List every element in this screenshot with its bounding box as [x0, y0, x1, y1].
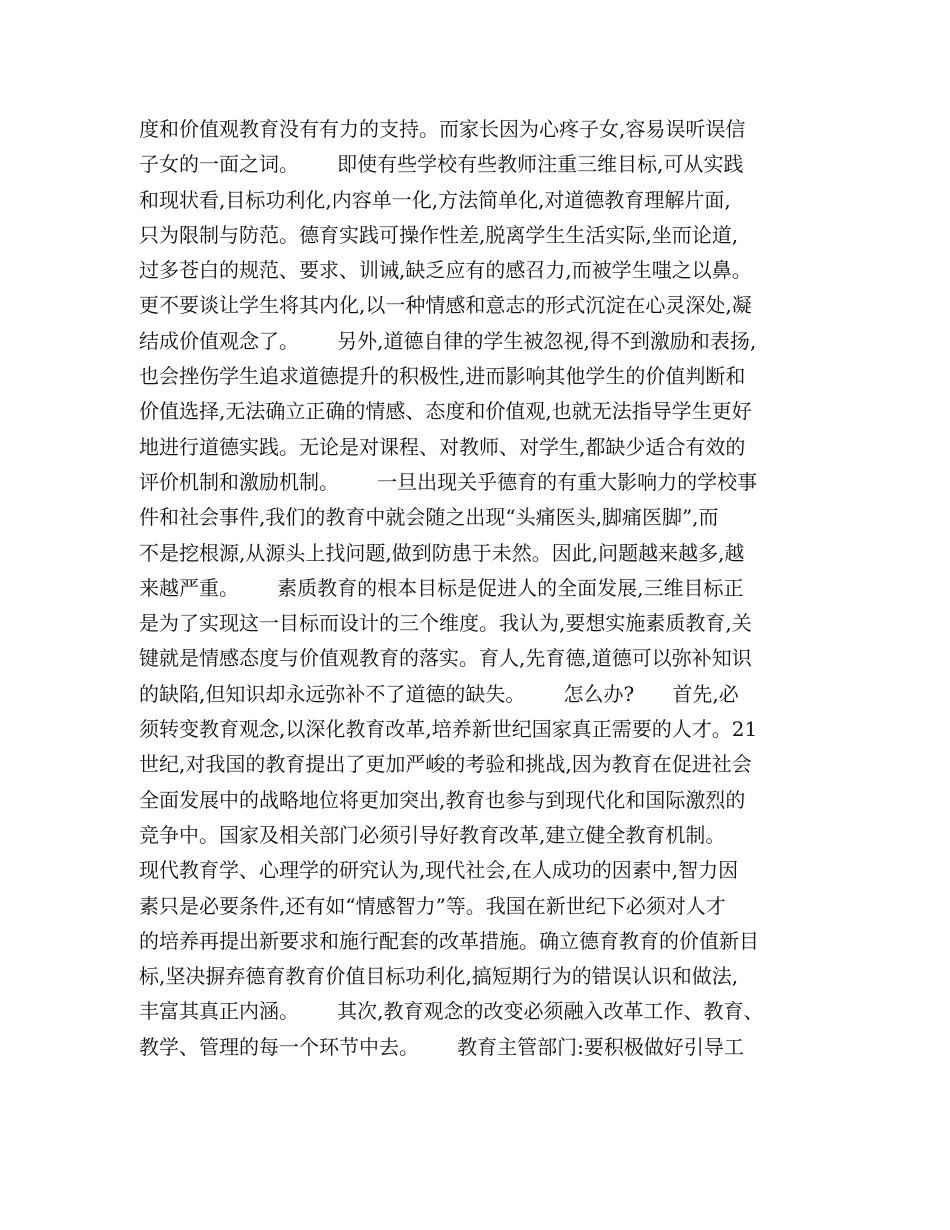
text-line: 度和价值观教育没有有力的支持。而家长因为心疼子女,容易误听误信	[139, 117, 746, 141]
text-line: 世纪,对我国的教育提出了更加严峻的考验和挑战,因为教育在促进社会	[139, 752, 752, 777]
text-line: 的培养再提出新要求和施行配套的改革措施。确立德育教育的价值新目	[139, 928, 759, 953]
text-line: 是为了实现这一目标而设计的三个维度。我认为,要想实施素质教育,关	[139, 611, 752, 636]
text-line: 须转变教育观念,以深化教育改革,培养新世纪国家真正需要的人才。21	[139, 717, 758, 742]
text-line: 的缺陷,但知识却永远弥补不了道德的缺失。 怎么办? 首先,必	[139, 681, 739, 706]
text-line: 键就是情感态度与价值观教育的落实。育人,先育德,道德可以弥补知识	[139, 646, 752, 671]
body-text	[139, 112, 839, 1065]
text-line: 结成价值观念了。 另外,道德自律的学生被忽视,得不到激励和表扬,	[139, 328, 757, 353]
text-line: 现代教育学、心理学的研究认为,现代社会,在人成功的因素中,智力因	[139, 858, 739, 883]
text-line: 来越严重。 素质教育的根本目标是促进人的全面发展,三维目标正	[139, 575, 744, 600]
text-line: 竞争中。国家及相关部门必须引导好教育改革,建立健全教育机制。	[139, 822, 726, 847]
text-line: 不是挖根源,从源头上找问题,做到防患于未然。因此,问题越来越多,越	[139, 540, 745, 565]
text-line: 更不要谈让学生将其内化,以一种情感和意志的形式沉淀在心灵深处,凝	[139, 293, 752, 318]
text-line: 丰富其真正内涵。 其次,教育观念的改变必须融入改革工作、教育、	[139, 999, 764, 1024]
text-line: 件和社会事件,我们的教育中就会随之出现“头痛医头,脚痛医脚”,而	[139, 505, 719, 530]
text-line: 地进行道德实践。无论是对课程、对教师、对学生,都缺少适合有效的	[139, 434, 746, 459]
text-line: 只为限制与防范。德育实践可操作性差,脱离学生生活实际,坐而论道,	[139, 222, 739, 247]
text-line: 过多苍白的规范、要求、训诫,缺乏应有的感召力,而被学生嗤之以鼻。	[139, 258, 752, 283]
text-line: 子女的一面之词。 即使有些学校有些教师注重三维目标,可从实践	[139, 152, 744, 177]
text-line: 素只是必要条件,还有如“情感智力”等。我国在新世纪下必须对人才	[139, 893, 726, 918]
text-line: 也会挫伤学生追求道德提升的积极性,进而影响其他学生的价值判断和	[139, 364, 746, 389]
text-line: 价值选择,无法确立正确的情感、态度和价值观,也就无法指导学生更好	[139, 399, 752, 424]
text-line: 标,坚决摒弃德育教育价值目标功利化,搞短期行为的错误认识和做法,	[139, 964, 739, 989]
text-line: 和现状看,目标功利化,内容单一化,方法简单化,对道德教育理解片面,	[139, 187, 731, 212]
text-line: 教学、管理的每一个环节中去。 教育主管部门:要积极做好引导工	[139, 1034, 744, 1059]
text-line: 全面发展中的战略地位将更加突出,教育也参与到现代化和国际激烈的	[139, 787, 746, 812]
text-line: 评价机制和激励机制。 一旦出现关乎德育的有重大影响力的学校事	[139, 469, 758, 494]
